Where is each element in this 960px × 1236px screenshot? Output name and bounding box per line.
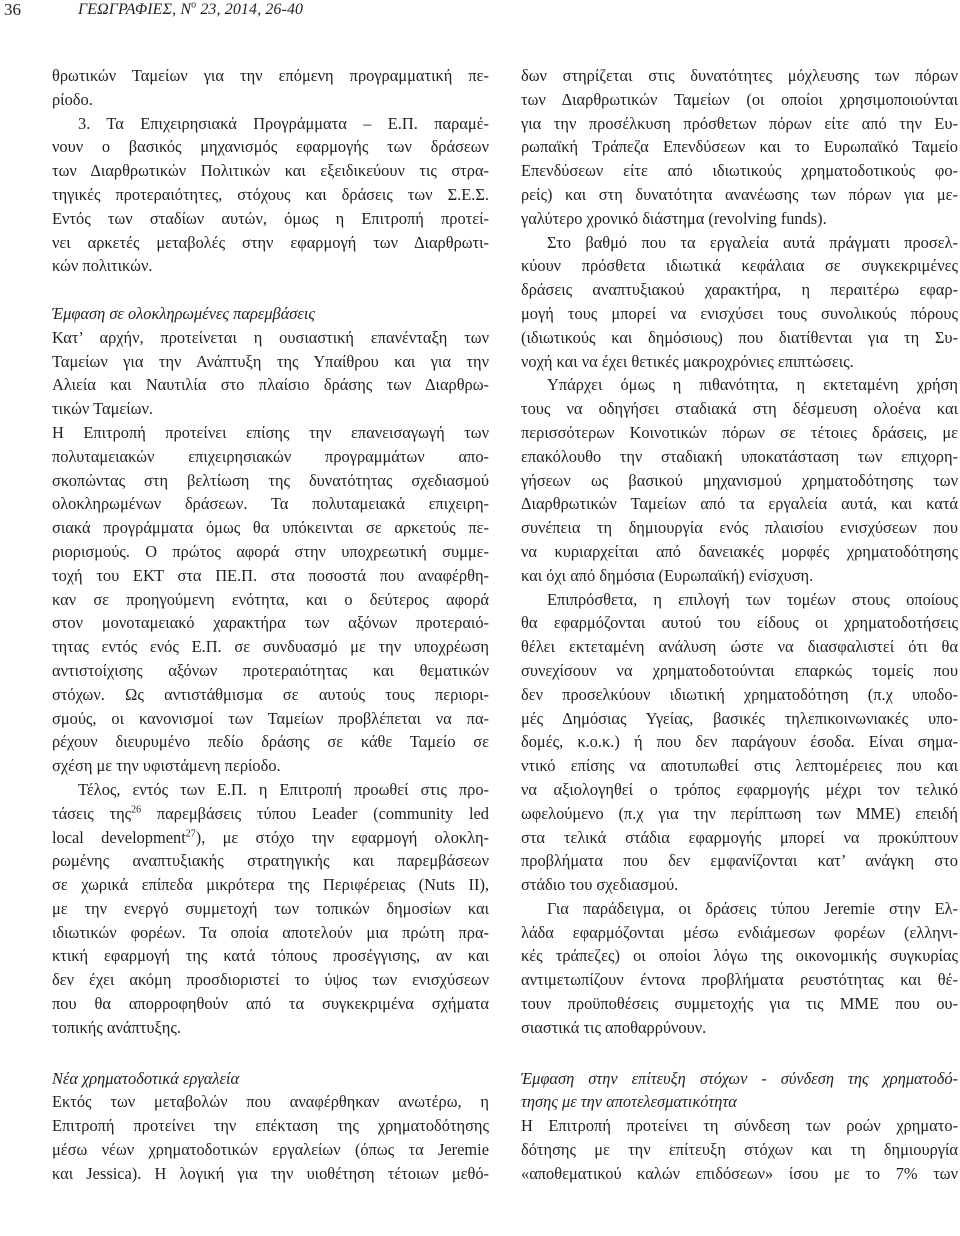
text-line: Επενδύσεων είτε από ιδιωτικούς χρηματοδοτικούς φο- [521, 161, 958, 181]
section-heading-goal-achievement: Έμφαση στην επίτευξη στόχων - σύνδεση της χρηματοδό- [521, 1068, 958, 1088]
text-line: για την προσέλκυση πρόσθετων πόρων είτε από την Ευ- [521, 113, 958, 133]
text-line: περισσότερων Κοινοτικών πόρων σε τέτοιες δράσεις, με [521, 422, 958, 442]
text-line: τοχή του ΕΚΤ στα ΠΕ.Π. στα ποσοστά που αναφέρθη- [52, 565, 489, 585]
text-line: ολοκληρωμένων δράσεων. Τα πολυταμειακά επιχειρη- [52, 494, 489, 514]
text-line: νουν ο βασικός μηχανισμός εφαρμογής των δράσεων [52, 137, 489, 157]
text-line: κτική εφαρμογή της κατά τόπους προσέγγισης, αν και [52, 946, 489, 966]
text-line: ρωμένης αναπτυξιακής στρατηγικής και παρεμβάσεων [52, 851, 489, 871]
section-heading-integrated-interventions: Έμφαση σε ολοκληρωμένες παρεμβάσεις [52, 303, 316, 323]
text-line: ρείς) και στη δυνατότητα ανανέωσης των πόρων για με- [521, 184, 958, 204]
text-line: ιδιωτικών φορέων. Τα οποία αποτελούν μια πρώτη πρα- [52, 922, 489, 942]
text-line: των Διαρθρωτικών Πολιτικών και εξειδικεύουν τις στρα- [52, 161, 489, 181]
text-line: Η Επιτροπή προτείνει επίσης την επανεισαγωγή των [52, 422, 489, 442]
text-line: τηγικές προτεραιότητες, στόχους και δράσεις των Σ.Ε.Σ. [52, 184, 489, 204]
text-line: μές Δημόσιας Υγείας, βασικές τηλεπικοινωνιακές υπο- [521, 708, 958, 728]
text-line: δεν προσελκύουν ιδιωτική χρηματοδότηση (π.χ υποδο- [521, 684, 958, 704]
page-number: 36 [4, 0, 21, 19]
text-line: ριορισμούς. Ο πρώτος αφορά στην υποχρεωτική συμμε- [52, 541, 489, 561]
text-line: τητας εντός ενός Ε.Π. σε συνδυασμό με την υποχρέωση [52, 637, 489, 657]
text-line: συνεχίσουν να χρηματοδοτούνται επαρκώς τομείς που [521, 660, 958, 680]
section-heading-new-financial-tools: Νέα χρηματοδοτικά εργαλεία [52, 1068, 240, 1088]
text-line: Η Επιτροπή προτείνει τη σύνδεση των ροών χρηματο- [521, 1116, 958, 1136]
text-line: θέλει εκτεταμένη ανάλυση ώστε να διασφαλιστεί ότι θα [521, 637, 958, 657]
text-line: δράσεις αναπτυξιακού χαρακτήρα, η περαιτέρω εφαρ- [521, 280, 958, 300]
text-line: που θα απορροφηθούν από τα συγκεκριμένα σχήματα [52, 994, 489, 1014]
text-fragment: τάσεις της [52, 803, 132, 823]
text-line: μέσω νέων χρηματοδοτικών εργαλείων (όπως τα Jeremie [52, 1140, 489, 1160]
issue-superscript: ο [191, 0, 197, 11]
text-line: των Διαρθρωτικών Ταμείων (οι οποίοι χρησιμοποιούνται [521, 89, 958, 109]
text-line: ρέχουν διευρυμένο πεδίο δράσης σε κάθε Ταμείο σε [52, 732, 489, 752]
text-line: σε χωρικά επίπεδα μικρότερα της Περιφέρειας (Nuts II), [52, 875, 489, 895]
text-line: Υπάρχει όμως η πιθανότητα, η εκτεταμένη χρήση [547, 375, 958, 395]
journal-citation [78, 0, 303, 20]
text-line: αντιμετωπίζουν έντονα προβλήματα ρευστότητας και θέ- [521, 970, 958, 990]
text-line: Αλιεία και Ναυτιλία στο πλαίσιο δράσης των Διαρθρω- [52, 375, 489, 395]
text-line: (ιδιωτικούς και δημόσιους) που διατίθενται για τη Συ- [521, 327, 958, 347]
text-line: νοχή και να έχει θετικές μακροχρόνιες επιπτώσεις. [521, 351, 854, 371]
text-line: «αποθεματικού καλών επιδόσεων» ίσου με το 7% των [521, 1163, 958, 1183]
footnote-ref-26: 26 [131, 804, 142, 816]
text-line: δότησης με την επίτευξη στόχων και τη δημιουργία [521, 1140, 958, 1160]
text-line: Στο βαθμό που τα εργαλεία αυτά πράγματι προσελ- [547, 232, 958, 252]
text-line: επακόλουθο την σταδιακή υποκατάσταση των επιχορη- [521, 446, 958, 466]
text-line: ρωπαϊκή Τράπεζα Επενδύσεων και το Ευρωπαϊκό Ταμείο [521, 137, 958, 157]
text-line: θρωτικών Ταμείων για την επόμενη προγραμματική πε- [52, 66, 489, 85]
text-line: Επιτροπή προτείνει την επέκταση της χρηματοδότησης [52, 1116, 489, 1136]
section-heading-goal-achievement-cont: τησης με την αποτελεσματικότητα [521, 1092, 737, 1112]
journal-name: ΓΕΩΓΡΑΦΙΕΣ, Ν [78, 1, 192, 18]
text-line: προβλήματα που δεν εμφανίζονται κατ’ ανάγκη στο [521, 851, 958, 871]
footnote-ref-27: 27 [185, 828, 196, 840]
text-line: να κυριαρχείται από δανειακές μορφές χρηματοδότησης [521, 541, 958, 561]
text-line: Τέλος, εντός των Ε.Π. η Επιτροπή προωθεί στις προ- [78, 779, 489, 799]
text-line: Εκτός των μεταβολών που αναφέρθηκαν ανωτέρω, η [52, 1092, 489, 1112]
text-fragment: ), με στόχο την εφαρμογή ολοκλη- [195, 827, 489, 847]
text-line: σχέση με την υφιστάμενη περίοδο. [52, 756, 281, 776]
text-line: τικών Ταμείων. [52, 399, 153, 419]
text-line: Για παράδειγμα, οι δράσεις τύπου Jeremie στην Ελ- [547, 898, 958, 918]
text-line: στόχων. Ως αντιστάθμισμα σε αυτούς τους περιορι- [52, 684, 489, 704]
text-line: καν σε προηγούμενη ενότητα, και ο δεύτερος αφορά [52, 589, 489, 609]
text-fragment: local development [52, 827, 186, 847]
text-line: ωφελούμενο (π.χ για την περίπτωση των ΜΜΕ) επειδή [521, 803, 958, 823]
text-line: και όχι από δημόσια (Ευρωπαϊκή) ενίσχυση. [521, 565, 814, 585]
text-line: τους να οδηγήσει σταδιακά στη δέσμευση ολοένα και [521, 399, 958, 419]
text-line: μογή τους μπορεί να ενισχύσει τους συνολικούς πόρους [521, 303, 958, 323]
text-line: σιακά προγράμματα όμως θα υπόκεινται σε αρκετούς πε- [52, 518, 489, 538]
text-line: θα εφαρμόζονται αυτού του είδους οι χρηματοδοτήσεις [521, 613, 958, 633]
text-line: Επιπρόσθετα, η επιλογή των τομέων στους οποίους [547, 589, 958, 609]
text-line [52, 826, 489, 850]
text-line: Κατ’ αρχήν, προτείνεται η ουσιαστική επανένταξη των [52, 327, 489, 347]
text-line: τοπικής ανάπτυξης. [52, 1017, 181, 1037]
text-line: σκοπώντας στη βελτίωση της δυνατότητας σχεδιασμού [52, 470, 489, 490]
text-line: νει αρκετές μεταβολές στην εφαρμογή των Διαρθρωτι- [52, 232, 489, 252]
text-line: συνέπεια τη δημιουργία ενός πλαισίου ενισχύσεων που [521, 518, 958, 538]
running-header [0, 0, 960, 24]
text-line: να αξιολογηθεί ο τρόπος εφαρμογής μέχρι τον τελικό [521, 779, 958, 799]
text-line: γαλύτερο χρονικό διάστημα (revolving funds). [521, 208, 827, 228]
right-column [521, 64, 958, 1186]
text-line: δομές, κ.ο.κ.) ή που δεν παράγουν έσοδα. Είναι σημα- [521, 732, 958, 752]
text-line: στα τελικά στάδια εφαρμογής μπορεί να προκύπτουν [521, 827, 958, 847]
text-line: λάδα εφαρμόζονται μέσω ενδιάμεσων φορέων (ελληνι- [521, 922, 958, 942]
text-line: Διαρθρωτικών Ταμείων από τα εργαλεία αυτά, και κατά [521, 494, 958, 514]
text-line: 3. Τα Επιχειρησιακά Προγράμματα – Ε.Π. παραμέ- [78, 113, 489, 133]
text-line: ντικό επίσης να αποτυπωθεί στις λεπτομέρειες που και [521, 756, 958, 776]
text-line: στάδιο του σχεδιασμού. [521, 875, 679, 895]
text-line: σιαστικά τις αποθαρρύνουν. [521, 1017, 707, 1037]
text-line: Ταμείων για την Ανάπτυξη της Υπαίθρου και για την [52, 351, 489, 371]
text-line: Εντός των σταδίων αυτών, όμως η Επιτροπή προτεί- [52, 208, 489, 228]
text-line: κών πολιτικών. [52, 256, 153, 276]
text-line: με την ενεργό συμμετοχή των τοπικών δημοσίων και [52, 898, 489, 918]
text-line: σμούς, οι κανονισμοί των Ταμείων προβλέπεται να πα- [52, 708, 489, 728]
text-line: δων στηρίζεται στις δυνατότητες μόχλευσης των πόρων [521, 66, 958, 85]
issue-details: 23, 2014, 26-40 [196, 1, 304, 18]
text-line: αντιστοίχισης αξόνων προτεραιότητας και θεματικών [52, 660, 489, 680]
text-line: κές τράπεζες) οι οποίοι λόγω της οικονομικής συγκυρίας [521, 946, 958, 966]
text-line: και Jessica). Η λογική για την υιοθέτηση τέτοιων μεθό- [52, 1163, 489, 1183]
left-column [52, 64, 489, 1186]
text-fragment: παρεμβάσεις τύπου Leader (community led [141, 803, 489, 823]
text-line [52, 802, 489, 826]
text-line: στον μονοταμειακό χαρακτήρα των αξόνων προτεραιό- [52, 613, 489, 633]
text-line: γήσεων ως βασικού μηχανισμού χρηματοδότησης των [521, 470, 958, 490]
text-line: δεν έχει ακόμη προσδιοριστεί το ύψος των ενισχύσεων [52, 970, 489, 990]
text-line: κύουν πρόσθετα ιδιωτικά κεφάλαια σε συγκεκριμένες [521, 256, 958, 276]
text-line: τουν προϋποθέσεις συμμετοχής για τις ΜΜΕ που ου- [521, 994, 958, 1014]
text-line: πολυταμειακών επιχειρησιακών προγραμμάτων απο- [52, 446, 489, 466]
text-line: ρίοδο. [52, 89, 93, 109]
